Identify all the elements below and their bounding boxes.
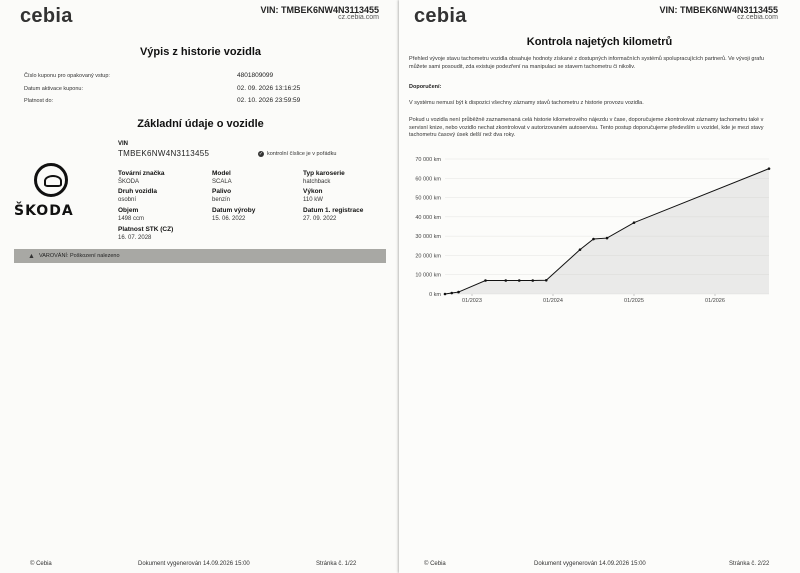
field-body-value: hatchback [303,179,331,185]
field-stk-label: Platnost STK (CZ) [118,226,174,233]
recommendation-paragraph-1: V systému nemusí být k dispozici všechny záznamy stavů tachometru z historie provozu vozidla. [409,100,644,106]
vin-value: TMBEK6NW4N3113455 [118,149,210,158]
coupon-number-label: Číslo kuponu pro opakovaný vstup: [24,73,110,79]
data-point [518,279,521,282]
cebia-logo: cebia [414,5,467,27]
field-production-label: Datum výroby [212,207,256,214]
y-tick-label: 50 000 km [415,195,441,202]
y-tick-label: 40 000 km [415,214,441,221]
x-tick-label: 01/2023 [462,298,482,304]
coupon-number-value: 4801809099 [237,72,274,79]
intro-paragraph: Přehled vývoje stavu tachometru vozidla obsahuje hodnoty získané z dostupných informačních systémů spolupracujících partnerů. Ve vývoji grafu můžete sami posoudit, zda existuje podezření na manipulaci se stavem tachometru či nikoliv. [409,56,764,70]
footer-copyright: © Cebia [424,561,446,567]
y-tick-label: 10 000 km [415,272,441,279]
vin-header: VIN: TMBEK6NW4N3113455 [659,5,778,15]
y-tick-label: 0 km [429,292,441,298]
section-title: Základní údaje o vozidle [137,118,264,130]
data-point [504,279,507,282]
valid-until-label: Platnost do: [24,98,54,104]
cebia-logo: cebia [20,5,73,27]
vin-label: VIN [118,141,129,147]
page-title: Výpis z historie vozidla [139,46,262,58]
data-point [633,221,636,224]
field-production-value: 15. 06. 2022 [212,216,246,222]
recommendation-paragraph-2: Pokud u vozidla není průběžně zaznamenaná celá historie kilometrového nájezdu v čase, doporučujeme zkontrolovat záznamy tachometru také v servisní knize, nebo vozidlo nechat zkontrolovat v autorizovaném autoservisu. Tento postup doporučujeme především u vozidel, kde je mezi stavy tachometru časový úsek delší než dva roky. [409,117,764,138]
field-make-value: ŠKODA [118,179,140,185]
field-power-value: 110 kW [303,197,323,203]
field-registration-value: 27. 09. 2022 [303,216,337,222]
data-point [457,291,460,294]
series-area [445,169,769,294]
field-model-label: Model [212,170,231,177]
y-tick-label: 20 000 km [415,253,441,260]
field-registration-label: Datum 1. registrace [303,207,364,214]
skoda-logo [14,163,94,219]
field-fuel-label: Palivo [212,188,232,195]
document-page-2 [399,0,800,573]
url-header: cz.cebia.com [338,14,379,21]
coupon-activation-value: 02. 09. 2026 13:16:25 [237,85,301,92]
field-model-value: SCALA [212,179,232,185]
field-volume-value: 1498 ccm [118,216,145,222]
footer-generated: Dokument vygenerován 14.09.2026 15:00 [534,561,646,567]
x-tick-label: 01/2024 [543,298,563,304]
footer-page-number: Stránka č. 2/22 [729,561,770,567]
brand-name: ŠKODA [14,203,74,219]
y-tick-label: 30 000 km [415,234,441,241]
valid-until-value: 02. 10. 2026 23:59:59 [237,97,301,104]
check-icon: ✓ [258,151,264,157]
x-tick-label: 01/2026 [705,298,725,304]
data-point [592,238,595,241]
field-power-label: Výkon [303,188,323,195]
data-point [545,279,548,282]
page-title: Kontrola najetých kilometrů [526,36,673,48]
footer-page-number: Stránka č. 1/22 [316,561,357,567]
warning-text: VAROVÁNÍ: Poškození nalezeno [38,253,120,259]
y-tick-label: 60 000 km [415,176,441,183]
field-make-label: Tovární značka [118,170,165,177]
warning-icon: ▲ [28,252,35,260]
field-volume-label: Objem [118,207,139,214]
field-type-value: osobní [118,197,137,203]
field-body-label: Typ karoserie [303,170,345,177]
coupon-activation-label: Datum aktivace kuponu: [24,86,84,92]
data-point [606,237,609,240]
field-type-label: Druh vozidla [118,188,158,195]
vin-header: VIN: TMBEK6NW4N3113455 [260,5,379,15]
data-point [768,167,771,170]
data-point [531,279,534,282]
checksum-text: kontrolní číslice je v pořádku [267,151,337,157]
field-stk-value: 16. 07. 2028 [118,235,152,241]
x-tick-label: 01/2025 [624,298,644,304]
damage-warning-bar[interactable] [14,249,386,263]
skoda-emblem-icon [34,163,68,197]
data-point [450,292,453,295]
y-tick-label: 70 000 km [415,157,441,163]
data-point [484,279,487,282]
data-point [444,293,447,296]
footer-generated: Dokument vygenerován 14.09.2026 15:00 [138,561,250,567]
url-header: cz.cebia.com [737,14,778,21]
recommendation-heading: Doporučení: [409,84,442,90]
footer-copyright: © Cebia [30,561,52,567]
vin-checksum [258,151,336,157]
data-point [579,248,582,251]
odometer-chart [399,150,800,310]
field-fuel-value: benzín [212,197,231,203]
